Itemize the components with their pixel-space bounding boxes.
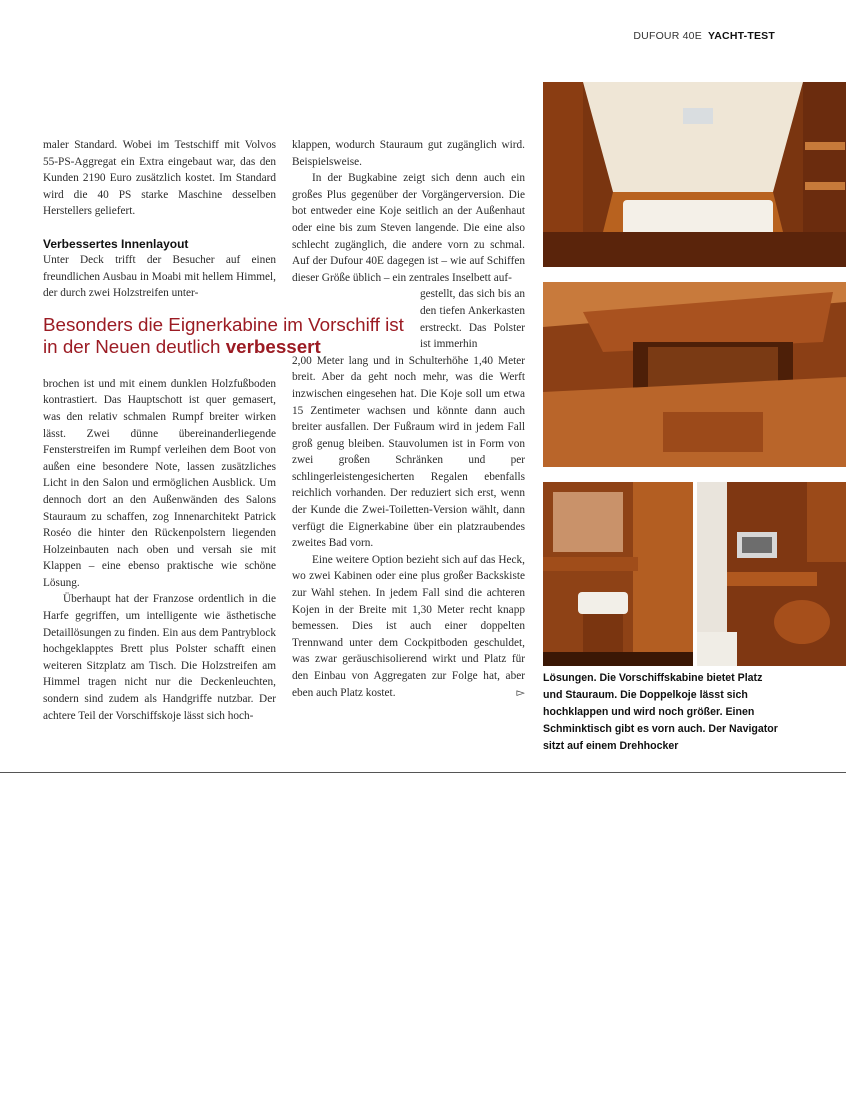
col2-paragraph-2b: gestellt, das sich bis an den tiefen Ankerkasten erstreckt. Das Polster ist immerhin <box>420 288 525 351</box>
pull-quote-text: Besonders die Eignerkabine im Vorschiff ist in der Neuen deutlich <box>43 314 404 357</box>
col1-paragraph-1: maler Standard. Wobei im Testschiff mit Volvos 55-PS-Aggregat ein Extra eingebaut war, das den Kunden 2190 Euro zusätzlich kostet. Im Standard wird die 40 PS starke Maschine desselben Herstellers geliefert. <box>43 139 276 218</box>
continue-arrow-icon: ▻ <box>516 685 525 699</box>
subheading: Verbessertes Innenlayout <box>43 236 189 251</box>
photo-bed-storage <box>543 282 846 467</box>
photo-navigator-station <box>697 482 846 666</box>
running-header <box>633 30 775 42</box>
col2-paragraph-3 <box>292 552 525 701</box>
photo-caption: Lösungen. Die Vorschiffskabine bietet Platz und Stauraum. Die Doppelkoje lässt sich hochklappen und wird noch größer. Einen Schminktisch gibt es vorn auch. Der Navigator sitzt auf einem Drehhocker <box>543 672 778 752</box>
col2-paragraph-3-text: Eine weitere Option bezieht sich auf das Heck, wo zwei Kabinen oder eine plus großer Backskiste zur Wahl stehen. In jedem Fall sind die achteren Kojen in der Breite mit 1,30 Meter recht knapp bemessen. Dies ist auch einer doppelten Trennwand unter dem Cockpitboden geschuldet, was zwar geräuschisolierend wirkt und Platz für den Einbau von Aggregaten zur Folge hat, aber eben auch Platz kostet. <box>292 553 525 699</box>
col1-paragraph-4: Überhaupt hat der Franzose ordentlich in die Harfe gegriffen, um intelligente wie ästhetische Detaillösungen zu finden. Ein aus dem Pantryblock hochgeklapptes Brett plus Polster schafft einen weiteren Sitzplatz am Tisch. Die Holzstreifen am Himmel tragen nicht nur die Deckenleuchten, sondern sind zudem als Handgriffe nutzbar. Der achtere Teil der Vorschiffskoje lässt sich hoch- <box>43 593 276 722</box>
header-model: DUFOUR 40E <box>633 30 702 42</box>
bottom-rule <box>0 772 846 773</box>
header-section: YACHT-TEST <box>708 30 775 42</box>
col2-paragraph-1: klappen, wodurch Stauraum gut zugänglich wird. Beispielsweise. <box>292 139 525 168</box>
article-column-1 <box>43 137 276 724</box>
photo-forward-cabin-bed <box>543 82 846 267</box>
col2-paragraph-2c: 2,00 Meter lang und in Schulterhöhe 1,40 Meter breit. Aber da geht noch mehr, was die Werft inzwischen eingesehen hat. Die Koje soll um etwa 15 Zentimeter wachsen und könnte dann auch breiter ausfallen. Der Fußraum wird in jedem Fall groß genug bleiben. Stauvolumen ist in Form von zwei großen Schränken und per schlingerleistengesicherten Regalen ebenfalls reichlich vorhanden. Der reduziert sich erst, wenn der Kunde die Zwei-Toiletten-Version wählt, dann verfügt die Eignerkabine über ein platzraubendes zweites Bad vorn. <box>292 354 525 550</box>
photo-vanity-table <box>543 482 693 666</box>
col1-paragraph-3: brochen ist und mit einem dunklen Holzfußboden kontrastiert. Das Hauptschott ist quer gemasert, was den relativ schmalen Rumpf breiter wirken lässt. Zwei dünne übereinanderliegende Fensterstreifen im Rumpf verleihen dem Boot von außen eine besondere Note, lassen zusätzliches Licht in den Salon und ermöglichen Ausblick. Um dennoch dort an den Außenwänden des Salons Stauraum zu schaffen, zog Innenarchitekt Patrick Roséo die hinter den Rückenpolstern liegenden Holzeinbauten nach oben und versah sie mit Klappen – eine ebenso praktische wie schöne Lösung. <box>43 377 276 589</box>
pull-quote-emphasis: verbessert <box>225 336 321 357</box>
col1-paragraph-2: Unter Deck trifft der Besucher auf einen freundlichen Ausbau in Moabi mit hellem Himmel, der durch zwei Holzstreifen unter- <box>43 253 276 300</box>
article-column-2 <box>292 137 525 701</box>
col2-paragraph-2a: In der Bugkabine zeigt sich denn auch ein großes Plus gegenüber der Vorgängerversion. Die bot entweder eine Koje seitlich an der Außenhaut oder eine bis zum Steven langende. Die eine also schlecht zugänglich, die andere vorn zu schmal. Auf der Dufour 40E dagegen ist – wie auf Schiffen dieser Größe üblich – ein zentrales Inselbett auf- <box>292 172 525 284</box>
